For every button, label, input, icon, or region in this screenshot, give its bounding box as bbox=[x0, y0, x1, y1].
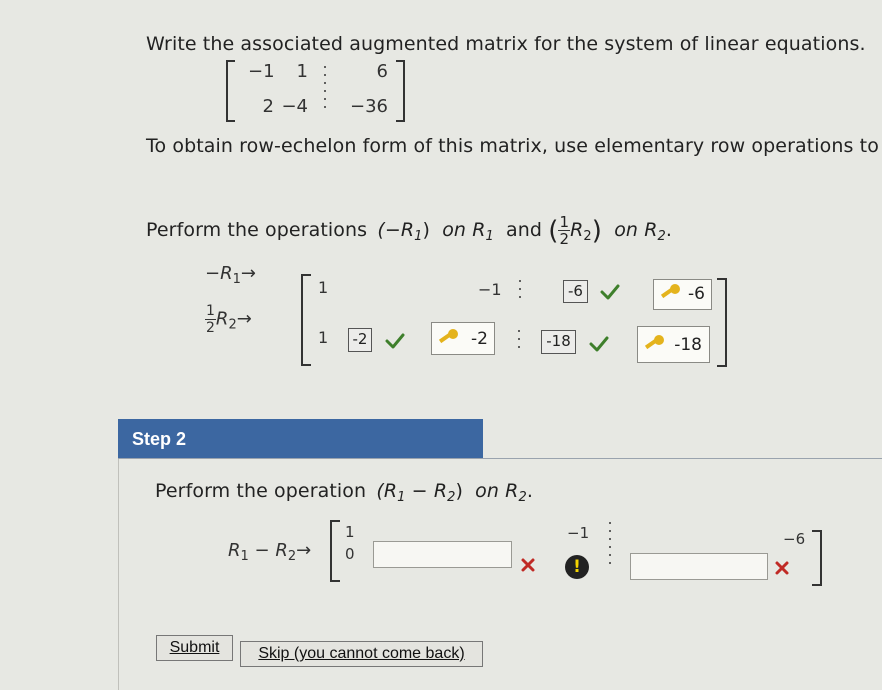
step1-and: and bbox=[506, 219, 543, 241]
step1-r1-c3-answer[interactable]: -6 bbox=[563, 280, 588, 303]
step2-r1-c1: 1 bbox=[345, 523, 355, 541]
step2-r2-c1: 0 bbox=[345, 545, 355, 563]
step1-prefix: Perform the operations bbox=[146, 219, 368, 241]
step2-op-sub2: 2 bbox=[447, 490, 456, 505]
step1-right-bracket bbox=[717, 278, 727, 367]
step2-row-label bbox=[228, 540, 311, 564]
step2-left-bracket bbox=[330, 520, 340, 582]
step2-op-close: ) bbox=[455, 480, 464, 502]
row2-label-sub: 2 bbox=[228, 317, 237, 333]
step1-r2-c3-answer[interactable]: -18 bbox=[541, 330, 576, 354]
step1-op2-r: R bbox=[570, 219, 584, 241]
step2-label-r2-sub: 2 bbox=[287, 549, 297, 564]
step1-op1-close: ) bbox=[422, 219, 431, 241]
step1-r2-c2-key-box[interactable] bbox=[431, 322, 495, 355]
row1-label-sub: 1 bbox=[232, 272, 241, 287]
step2-op: (R bbox=[376, 480, 398, 502]
step1-r1-c2: −1 bbox=[478, 280, 502, 299]
key-icon bbox=[642, 334, 666, 354]
check-icon bbox=[600, 284, 620, 300]
step2-op-mid: − R bbox=[405, 480, 448, 502]
step1-op2-sub: 2 bbox=[583, 229, 592, 244]
key-icon bbox=[436, 328, 460, 348]
row2-label-frac bbox=[205, 303, 216, 336]
step1-r2-divider bbox=[518, 330, 521, 354]
step1-row2-label bbox=[205, 303, 252, 336]
step1-r2-c2-answer[interactable]: -2 bbox=[348, 328, 372, 352]
submit-button[interactable]: Submit bbox=[156, 635, 233, 661]
matrix-r2-c1: 2 bbox=[262, 96, 274, 117]
step1-on1-sub: 1 bbox=[485, 229, 494, 244]
key-icon bbox=[658, 283, 682, 303]
row2-arrow: → bbox=[236, 308, 252, 330]
step1-on2-sub: 2 bbox=[657, 229, 666, 244]
step2-prefix: Perform the operation bbox=[155, 480, 367, 502]
step-divider bbox=[118, 458, 882, 459]
step1-on1: on R bbox=[442, 219, 486, 241]
step1-r1-key-value: -6 bbox=[688, 284, 705, 304]
step2-right-bracket bbox=[812, 530, 822, 586]
row1-label-r: −R bbox=[205, 263, 233, 284]
row2-frac-den: 2 bbox=[206, 320, 215, 336]
step2-r2-c3-input[interactable] bbox=[630, 553, 768, 580]
step2-instruction bbox=[155, 480, 533, 505]
step2-r1-c3: −6 bbox=[783, 530, 806, 548]
matrix-r1-c3: 6 bbox=[376, 61, 388, 82]
frac-den: 2 bbox=[559, 230, 570, 248]
step1-on2-end: . bbox=[665, 219, 673, 241]
step2-r1-c2: −1 bbox=[567, 524, 590, 542]
step1-op1-sub: 1 bbox=[414, 229, 423, 244]
x-icon bbox=[774, 560, 790, 576]
check-icon bbox=[385, 333, 405, 349]
alert-icon[interactable]: ! bbox=[565, 555, 589, 579]
instruction-text: Write the associated augmented matrix for the system of linear equations. bbox=[146, 33, 866, 55]
right-bracket bbox=[396, 60, 405, 122]
frac-num: 1 bbox=[559, 213, 570, 231]
matrix-r1-c2: 1 bbox=[296, 61, 308, 82]
step1-left-bracket bbox=[301, 274, 311, 366]
row1-arrow: → bbox=[240, 263, 256, 284]
step2-on-sub: 2 bbox=[518, 490, 527, 505]
row2-label-r: R bbox=[215, 308, 229, 330]
left-bracket bbox=[226, 60, 235, 122]
step2-label-minus: − R bbox=[248, 540, 288, 561]
step2-op-sub1: 1 bbox=[397, 490, 406, 505]
step1-op1: (−R bbox=[377, 219, 415, 241]
step2-on-end: . bbox=[526, 480, 533, 502]
step1-r2-c3-key-box[interactable] bbox=[637, 326, 710, 363]
step1-r2-c3-key-value: -18 bbox=[674, 335, 702, 355]
step1-r2-c1: 1 bbox=[318, 328, 329, 347]
row2-frac-num: 1 bbox=[206, 303, 215, 319]
x-icon bbox=[520, 557, 536, 573]
step2-label-r1-sub: 1 bbox=[240, 549, 249, 564]
matrix-r1-c1: −1 bbox=[248, 61, 275, 82]
row-echelon-text: To obtain row-echelon form of this matrix, use elementary row operations to bbox=[146, 135, 879, 157]
step2-divider bbox=[609, 522, 612, 570]
skip-button[interactable]: Skip (you cannot come back) bbox=[240, 641, 483, 667]
step1-r1-key-box[interactable] bbox=[653, 279, 712, 310]
step1-r2-c2-key-value: -2 bbox=[471, 329, 488, 349]
step1-r1-divider bbox=[519, 280, 522, 304]
step1-frac bbox=[558, 214, 570, 247]
step1-instruction: Perform the operations $(-R_1)$ on $R_1$ and ( $\frac{1}{2}$ $R_2$) on $R_2$. bbox=[146, 213, 673, 248]
step2-label-arrow: → bbox=[296, 540, 312, 561]
step1-on2: on R bbox=[614, 219, 658, 241]
panel-border bbox=[118, 459, 119, 690]
step1-r1-c1: 1 bbox=[318, 278, 329, 297]
check-icon bbox=[589, 336, 609, 352]
matrix-divider bbox=[324, 66, 327, 114]
step2-header: Step 2 bbox=[118, 419, 483, 459]
step2-r2-c2-input[interactable] bbox=[373, 541, 512, 568]
step2-label-r1: R bbox=[228, 540, 241, 561]
step2-on: on R bbox=[475, 480, 519, 502]
matrix-r2-c3: −36 bbox=[350, 96, 388, 117]
step1-row1-label bbox=[205, 263, 256, 287]
matrix-r2-c2: −4 bbox=[281, 96, 308, 117]
